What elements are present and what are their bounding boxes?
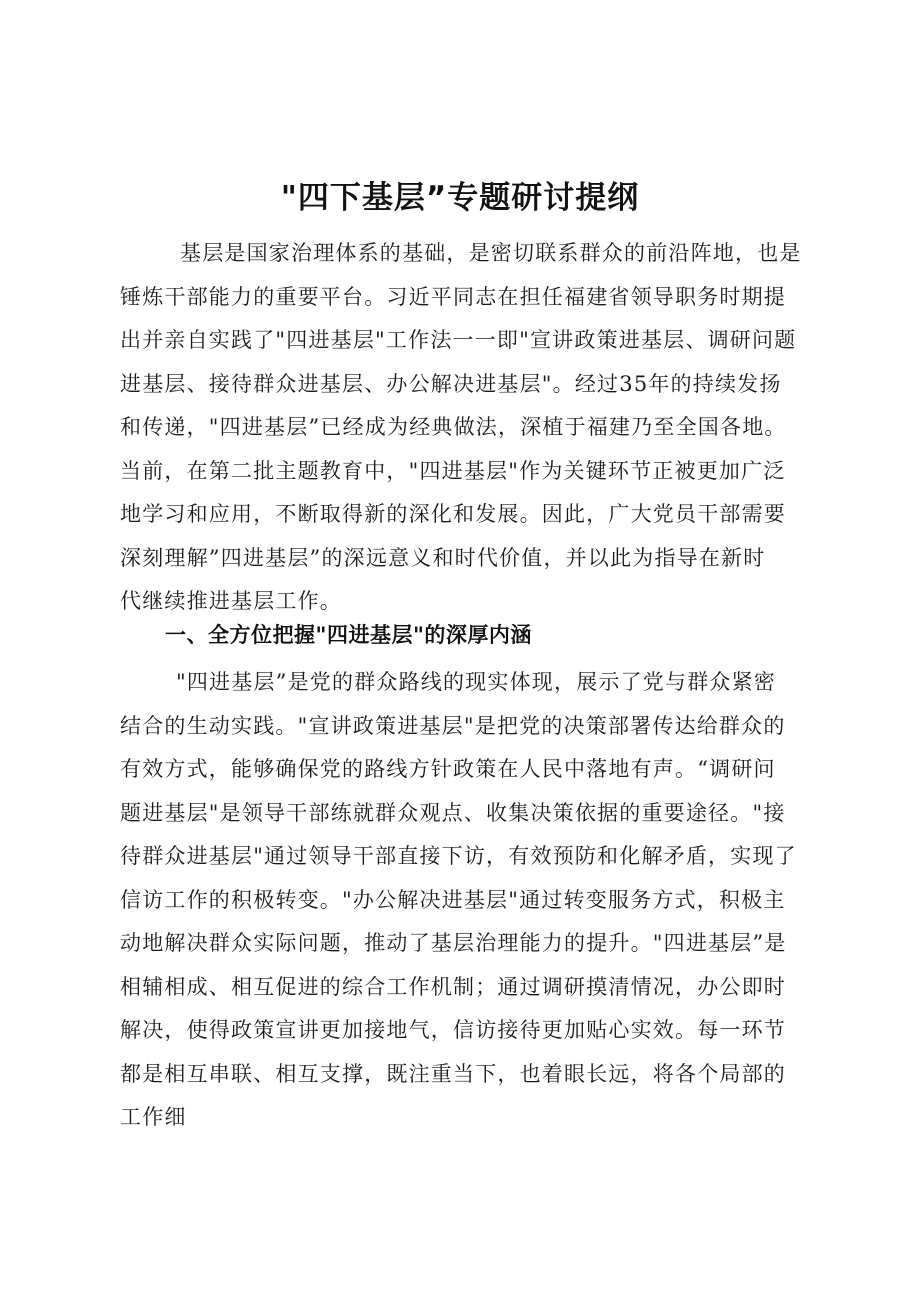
paragraph-line: 解决，使得政策宣讲更加接地气，信访接待更加贴心实效。每一环节 xyxy=(120,1018,786,1042)
paragraph-line: 动地解决群众实际问题，推动了基层治理能力的提升。"四进基层”是 xyxy=(120,931,787,955)
paragraph-line: 基层是国家治理体系的基础，是密切联系群众的前沿阵地，也是 xyxy=(180,241,802,265)
paragraph-line: 信访工作的积极转变。"办公解决进基层"通过转变服务方式，积极主 xyxy=(120,887,786,912)
paragraph-line: 工作细 xyxy=(120,1105,187,1129)
paragraph-line: 结合的生动实践。"宣讲政策进基层"是把党的决策部署传达给群众的 xyxy=(120,713,786,738)
paragraph-line: 深刻理解”四进基层”的深远意义和时代价值，并以此为指导在新时 xyxy=(120,545,766,570)
paragraph-line: 有效方式，能够确保党的路线方针政策在人民中落地有声。“调研问 xyxy=(120,757,776,781)
paragraph-line: 地学习和应用，不断取得新的深化和发展。因此，广大党员干部需要 xyxy=(120,502,786,526)
paragraph-line: 和传递，"四进基层”已经成为经典做法，深植于福建乃至全国各地。 xyxy=(120,415,787,439)
paragraph-line: 出并亲自实践了"四进基层"工作法一一即"宣讲政策进基层、调研问题 xyxy=(120,328,797,352)
section-paragraph xyxy=(120,661,820,1140)
paragraph-line: 进基层、接待群众进基层、办公解决进基层"。经过35年的持续发扬 xyxy=(120,371,782,396)
document-title: "四下基层”专题研讨提纲 xyxy=(280,180,640,216)
paragraph-line: 都是相互串联、相互支撑，既注重当下，也着眼长远，将各个局部的 xyxy=(120,1061,786,1086)
paragraph-line: 当前，在第二批主题教育中，"四进基层"作为关键环节正被更加广泛 xyxy=(120,458,786,483)
paragraph-line: 锤炼干部能力的重要平台。习近平同志在担任福建省领导职务时期提 xyxy=(120,284,786,309)
paragraph-line: 题进基层"是领导干部练就群众观点、收集决策依据的重要途径。"接 xyxy=(120,800,786,825)
paragraph-line: "四进基层”是党的群众路线的现实体现，展示了党与群众紧密 xyxy=(176,670,776,694)
section-heading: 一、全方位把握"四进基层"的深厚内涵 xyxy=(165,623,532,647)
paragraph-line: 待群众进基层"通过领导干部直接下访，有效预防和化解矛盾，实现了 xyxy=(120,844,797,868)
paragraph-line: 代继续推进基层工作。 xyxy=(120,589,342,613)
intro-paragraph xyxy=(120,232,820,624)
paragraph-line: 相辅相成、相互促进的综合工作机制；通过调研摸清情况，办公即时 xyxy=(120,974,786,999)
